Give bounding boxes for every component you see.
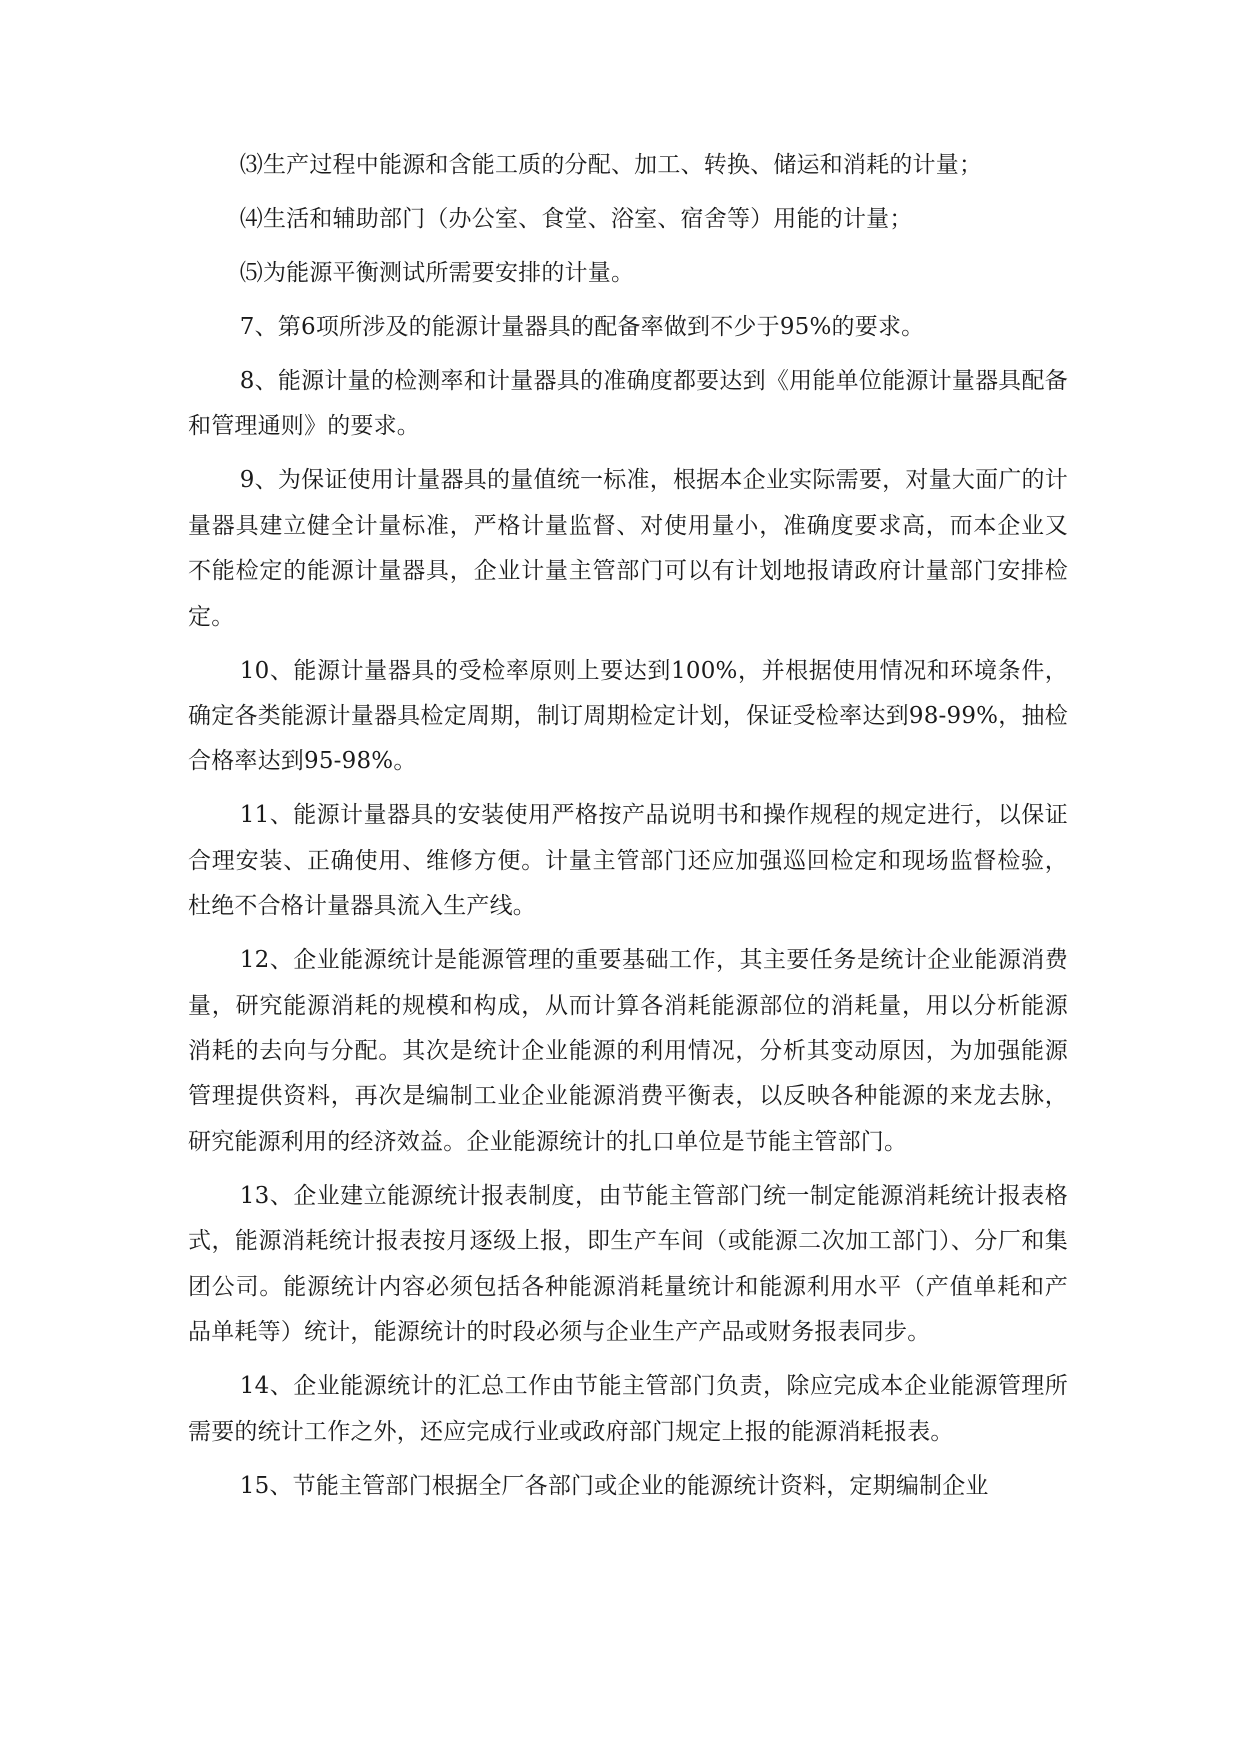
paragraph-clause-13: 13、企业建立能源统计报表制度，由节能主管部门统一制定能源消耗统计报表格式，能源消耗统计报表按月逐级上报，即生产车间（或能源二次加工部门）、分厂和集团公司。能源统计内容必须包括各种能源消耗量统计和能源利用水平（产值单耗和产品单耗等）统计，能源统计的时段必须与企业生产产品或财务报表同步。 <box>188 1182 1068 1346</box>
paragraph-item-5: ⑸为能源平衡测试所需要安排的计量。 <box>239 260 635 286</box>
paragraph-clause-7: 7、第6项所涉及的能源计量器具的配备率做到不少于95%的要求。 <box>239 314 925 340</box>
paragraph-clause-8: 8、能源计量的检测率和计量器具的准确度都要达到《用能单位能源计量器具配备和管理通则》的要求。 <box>188 368 1068 440</box>
paragraph-clause-10: 10、能源计量器具的受检率原则上要达到100%，并根据使用情况和环境条件，确定各类能源计量器具检定周期，制订周期检定计划，保证受检率达到98-99%，抽检合格率达到95-98%。 <box>188 657 1068 775</box>
paragraph-item-4: ⑷生活和辅助部门（办公室、食堂、浴室、宿舍等）用能的计量； <box>239 206 913 232</box>
paragraph-clause-15: 15、节能主管部门根据全厂各部门或企业的能源统计资料，定期编制企业 <box>239 1472 989 1499</box>
paragraph-clause-11: 11、能源计量器具的安装使用严格按产品说明书和操作规程的规定进行，以保证合理安装、正确使用、维修方便。计量主管部门还应加强巡回检定和现场监督检验，杜绝不合格计量器具流入生产线。 <box>188 802 1068 920</box>
paragraph-item-3: ⑶生产过程中能源和含能工质的分配、加工、转换、储运和消耗的计量； <box>239 152 983 178</box>
document-body <box>188 143 1068 1518</box>
paragraph-clause-9: 9、为保证使用计量器具的量值统一标准，根据本企业实际需要，对量大面广的计量器具建立健全计量标准，严格计量监督、对使用量小，准确度要求高，而本企业又不能检定的能源计量器具，企业计量主管部门可以有计划地报请政府计量部门安排检定。 <box>188 467 1068 630</box>
paragraph-clause-12: 12、企业能源统计是能源管理的重要基础工作，其主要任务是统计企业能源消费量，研究能源消耗的规模和构成，从而计算各消耗能源部位的消耗量，用以分析能源消耗的去向与分配。其次是统计企业能源的利用情况，分析其变动原因，为加强能源管理提供资料，再次是编制工业企业能源消费平衡表，以反映各种能源的来龙去脉，研究能源利用的经济效益。企业能源统计的扎口单位是节能主管部门。 <box>188 947 1068 1155</box>
paragraph-clause-14: 14、企业能源统计的汇总工作由节能主管部门负责，除应完成本企业能源管理所需要的统计工作之外，还应完成行业或政府部门规定上报的能源消耗报表。 <box>188 1373 1068 1445</box>
